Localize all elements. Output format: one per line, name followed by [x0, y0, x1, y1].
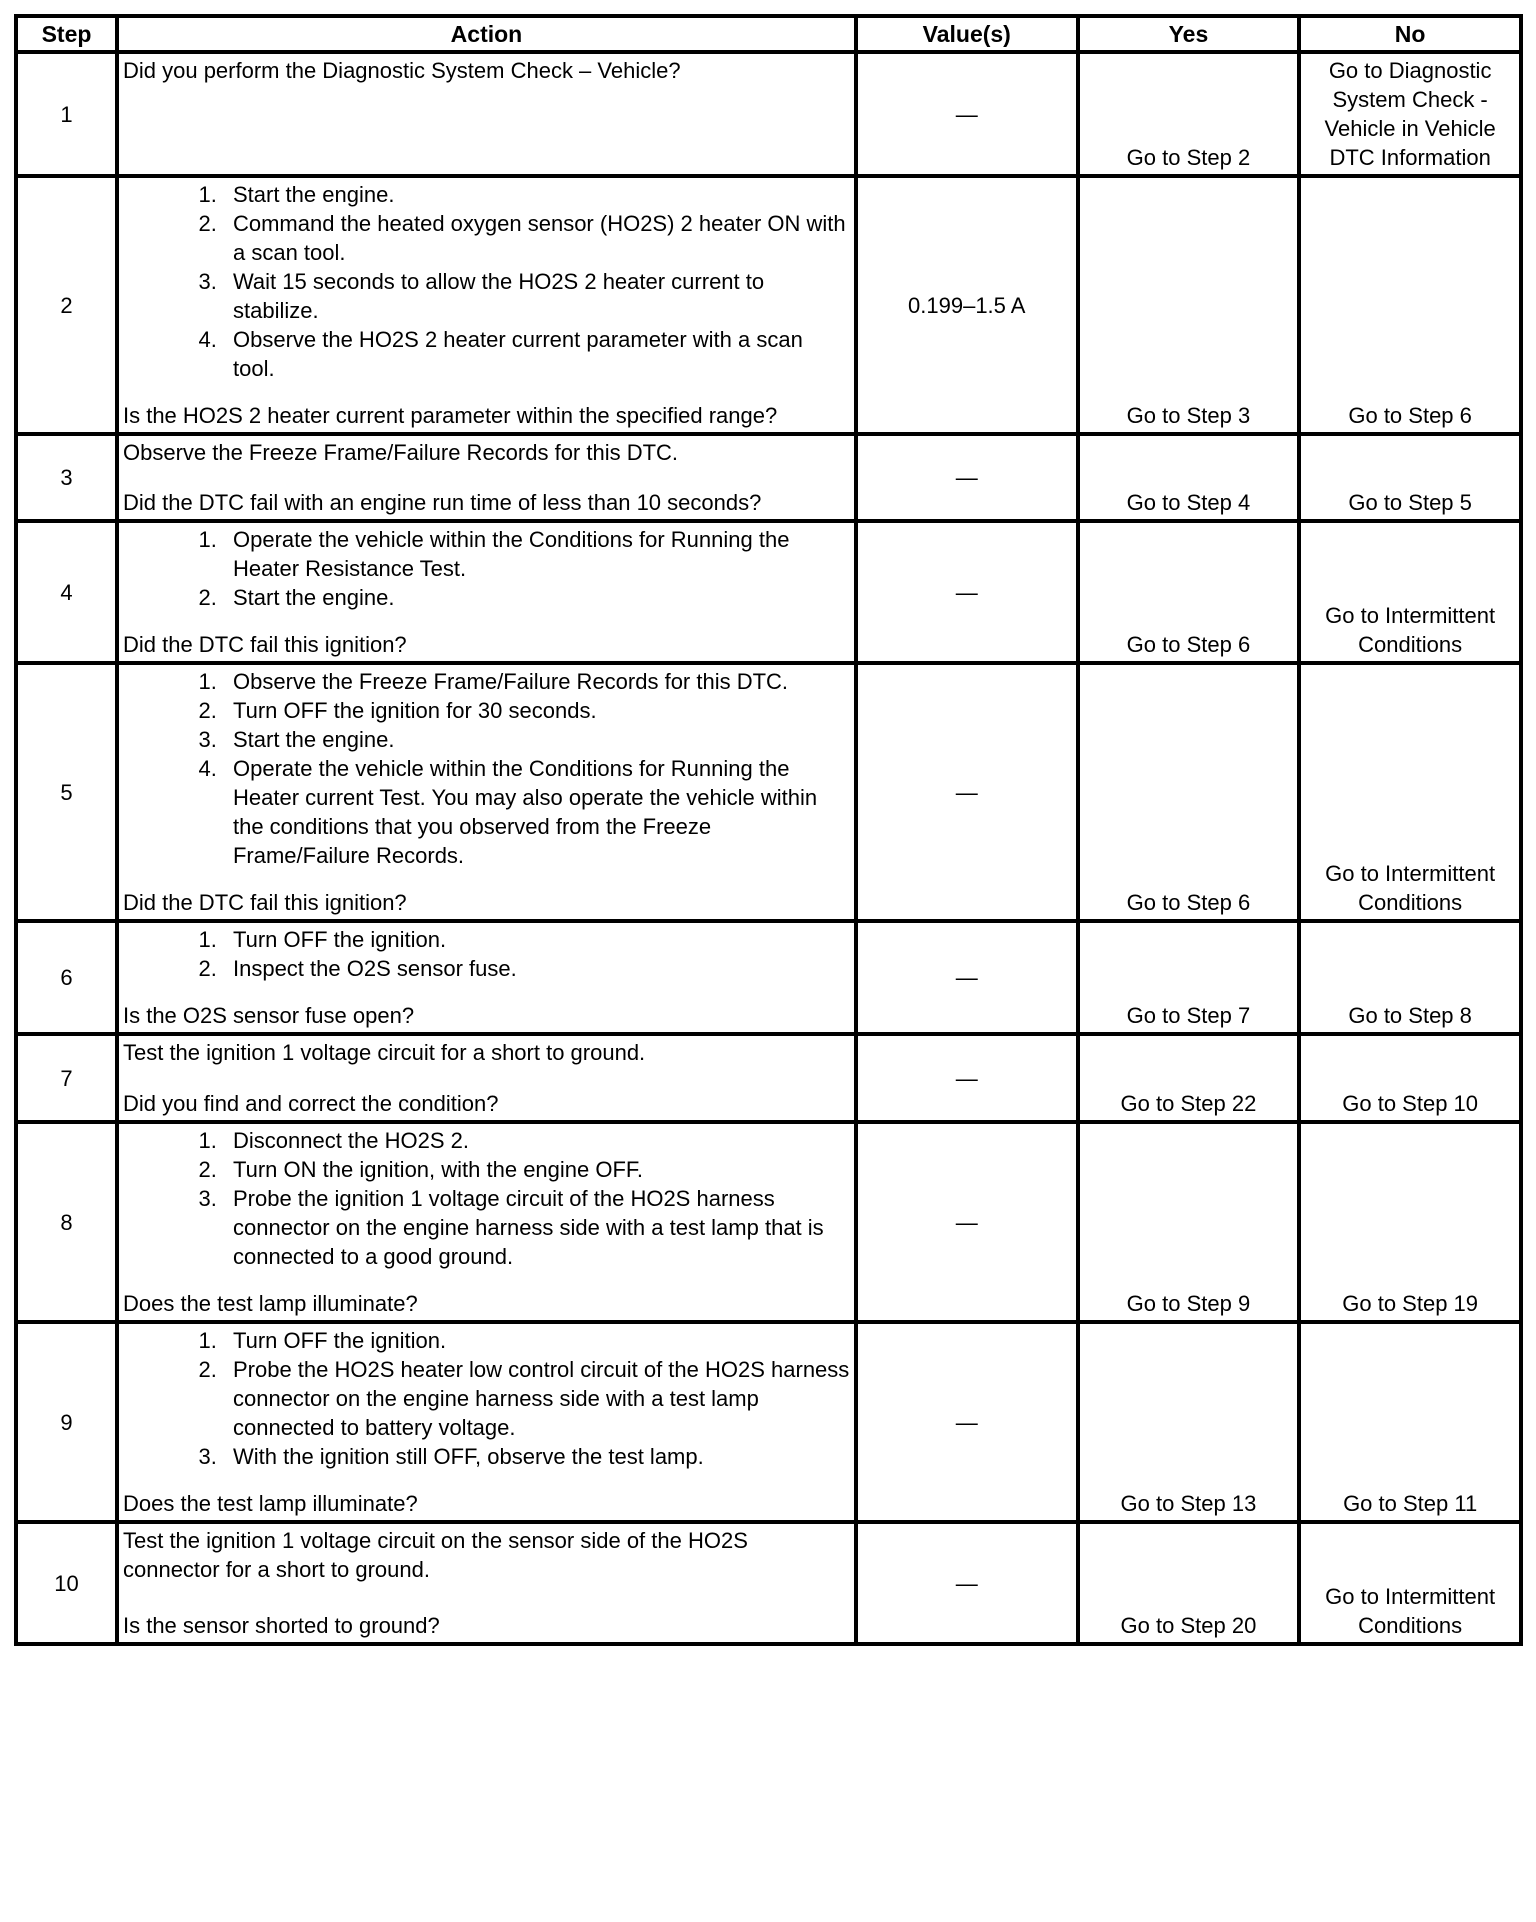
no-cell: Go to Step 8 — [1299, 921, 1521, 1034]
action-question: Is the O2S sensor fuse open? — [122, 1003, 415, 1028]
action-cell — [117, 434, 856, 521]
yes-cell: Go to Step 3 — [1078, 176, 1300, 434]
action-content — [123, 1326, 850, 1518]
table-row — [16, 1122, 1521, 1322]
action-spacer — [123, 1067, 850, 1089]
step-number: 10 — [16, 1522, 117, 1644]
yes-cell: Go to Step 6 — [1078, 663, 1300, 921]
action-question: Did the DTC fail this ignition? — [122, 632, 407, 657]
action-spacer — [123, 1471, 850, 1489]
action-question: Does the test lamp illuminate? — [122, 1491, 418, 1516]
action-top — [123, 180, 850, 383]
no-cell: Go to Intermittent Conditions — [1299, 1522, 1521, 1644]
step-number: 8 — [16, 1122, 117, 1322]
action-step-item: 3. With the ignition still OFF, observe the test lamp. — [223, 1442, 850, 1471]
action-steps-list — [123, 667, 850, 870]
header-row — [16, 16, 1521, 52]
action-cell — [117, 521, 856, 663]
action-step-item: 3. Probe the ignition 1 voltage circuit of the HO2S harness connector on the engine harness side with a test lamp that is connected to a good ground. — [223, 1184, 850, 1271]
value-cell: — — [856, 521, 1078, 663]
action-intro: Observe the Freeze Frame/Failure Records for this DTC. — [122, 440, 679, 465]
action-question: Does the test lamp illuminate? — [122, 1291, 418, 1316]
table-row — [16, 52, 1521, 176]
action-steps-list — [123, 180, 850, 383]
action-top — [123, 1038, 850, 1067]
action-spacer — [123, 1271, 850, 1289]
step-number: 4 — [16, 521, 117, 663]
action-top — [123, 56, 850, 85]
action-step-item: 1. Observe the Freeze Frame/Failure Records for this DTC. — [223, 667, 850, 696]
step-number: 3 — [16, 434, 117, 521]
step-number: 2 — [16, 176, 117, 434]
action-top — [123, 1326, 850, 1471]
action-question: Did you find and correct the condition? — [122, 1091, 499, 1116]
no-cell: Go to Step 6 — [1299, 176, 1521, 434]
action-top — [123, 1126, 850, 1271]
action-top — [123, 925, 850, 983]
no-cell: Go to Intermittent Conditions — [1299, 521, 1521, 663]
yes-cell: Go to Step 9 — [1078, 1122, 1300, 1322]
yes-cell: Go to Step 13 — [1078, 1322, 1300, 1522]
value-cell: — — [856, 921, 1078, 1034]
action-cell — [117, 921, 856, 1034]
action-content — [123, 667, 850, 917]
yes-cell: Go to Step 4 — [1078, 434, 1300, 521]
table-body — [16, 52, 1521, 1644]
action-content — [123, 525, 850, 659]
value-cell: — — [856, 52, 1078, 176]
yes-cell: Go to Step 22 — [1078, 1034, 1300, 1122]
yes-cell: Go to Step 20 — [1078, 1522, 1300, 1644]
diagnostic-table-sheet — [14, 14, 1523, 1646]
no-cell: Go to Step 19 — [1299, 1122, 1521, 1322]
action-step-item: 1. Operate the vehicle within the Conditions for Running the Heater Resistance Test. — [223, 525, 850, 583]
action-content — [123, 438, 850, 517]
action-top — [123, 667, 850, 870]
action-spacer — [123, 383, 850, 401]
action-step-item: 2. Command the heated oxygen sensor (HO2S) 2 heater ON with a scan tool. — [223, 209, 850, 267]
action-step-item: 1. Turn OFF the ignition. — [223, 925, 850, 954]
action-content — [123, 1126, 850, 1318]
no-cell: Go to Step 5 — [1299, 434, 1521, 521]
action-step-item: 1. Disconnect the HO2S 2. — [223, 1126, 850, 1155]
table-row — [16, 521, 1521, 663]
action-cell — [117, 663, 856, 921]
no-cell: Go to Diagnostic System Check - Vehicle in Vehicle DTC Information — [1299, 52, 1521, 176]
action-content — [123, 56, 850, 172]
action-spacer — [123, 1584, 850, 1611]
header-no: No — [1299, 16, 1521, 52]
no-cell: Go to Intermittent Conditions — [1299, 663, 1521, 921]
action-steps-list — [123, 525, 850, 612]
action-spacer — [123, 983, 850, 1001]
action-top — [123, 438, 850, 467]
action-question: Is the HO2S 2 heater current parameter within the specified range? — [122, 403, 778, 428]
action-step-item: 2. Turn ON the ignition, with the engine OFF. — [223, 1155, 850, 1184]
action-intro: Did you perform the Diagnostic System Check – Vehicle? — [122, 58, 681, 83]
header-action: Action — [117, 16, 856, 52]
step-number: 1 — [16, 52, 117, 176]
action-step-item: 2. Start the engine. — [223, 583, 850, 612]
action-intro: Test the ignition 1 voltage circuit for a short to ground. — [122, 1040, 646, 1065]
table-row — [16, 176, 1521, 434]
action-spacer — [123, 612, 850, 630]
action-content — [123, 1038, 850, 1118]
action-steps-list — [123, 925, 850, 983]
step-number: 5 — [16, 663, 117, 921]
action-step-item: 3. Wait 15 seconds to allow the HO2S 2 heater current to stabilize. — [223, 267, 850, 325]
action-question: Did the DTC fail with an engine run time of less than 10 seconds? — [122, 490, 762, 515]
action-steps-list — [123, 1126, 850, 1271]
action-cell — [117, 1322, 856, 1522]
value-cell: 0.199–1.5 A — [856, 176, 1078, 434]
action-spacer — [123, 870, 850, 888]
action-content — [123, 1526, 850, 1640]
table-row — [16, 1322, 1521, 1522]
action-steps-list — [123, 1326, 850, 1471]
action-step-item: 2. Probe the HO2S heater low control circuit of the HO2S harness connector on the engine harness side with a test lamp connected to battery voltage. — [223, 1355, 850, 1442]
header-step: Step — [16, 16, 117, 52]
diagnostic-table — [14, 14, 1523, 1646]
table-row — [16, 434, 1521, 521]
header-yes: Yes — [1078, 16, 1300, 52]
action-content — [123, 925, 850, 1030]
action-step-item: 4. Observe the HO2S 2 heater current parameter with a scan tool. — [223, 325, 850, 383]
value-cell: — — [856, 1522, 1078, 1644]
yes-cell: Go to Step 2 — [1078, 52, 1300, 176]
action-step-item: 1. Start the engine. — [223, 180, 850, 209]
step-number: 7 — [16, 1034, 117, 1122]
value-cell: — — [856, 663, 1078, 921]
action-question: Did the DTC fail this ignition? — [122, 890, 407, 915]
action-intro: Test the ignition 1 voltage circuit on the sensor side of the HO2S connector for a short to ground. — [122, 1528, 748, 1582]
action-step-item: 4. Operate the vehicle within the Conditions for Running the Heater current Test. You may also operate the vehicle within the conditions that you observed from the Freeze Frame/Failure Records. — [223, 754, 850, 870]
no-cell: Go to Step 10 — [1299, 1034, 1521, 1122]
step-number: 9 — [16, 1322, 117, 1522]
header-values: Value(s) — [856, 16, 1078, 52]
action-step-item: 2. Turn OFF the ignition for 30 seconds. — [223, 696, 850, 725]
yes-cell: Go to Step 7 — [1078, 921, 1300, 1034]
action-step-item: 1. Turn OFF the ignition. — [223, 1326, 850, 1355]
value-cell: — — [856, 1034, 1078, 1122]
table-row — [16, 663, 1521, 921]
step-number: 6 — [16, 921, 117, 1034]
no-cell: Go to Step 11 — [1299, 1322, 1521, 1522]
action-step-item: 2. Inspect the O2S sensor fuse. — [223, 954, 850, 983]
action-step-item: 3. Start the engine. — [223, 725, 850, 754]
yes-cell: Go to Step 6 — [1078, 521, 1300, 663]
action-content — [123, 180, 850, 430]
action-top — [123, 1526, 850, 1584]
table-row — [16, 1522, 1521, 1644]
action-cell — [117, 176, 856, 434]
table-row — [16, 921, 1521, 1034]
action-spacer — [123, 467, 850, 488]
value-cell: — — [856, 434, 1078, 521]
value-cell: — — [856, 1122, 1078, 1322]
action-question: Is the sensor shorted to ground? — [122, 1613, 440, 1638]
action-cell — [117, 1034, 856, 1122]
action-top — [123, 525, 850, 612]
action-cell — [117, 52, 856, 176]
action-cell — [117, 1522, 856, 1644]
table-row — [16, 1034, 1521, 1122]
value-cell: — — [856, 1322, 1078, 1522]
action-cell — [117, 1122, 856, 1322]
